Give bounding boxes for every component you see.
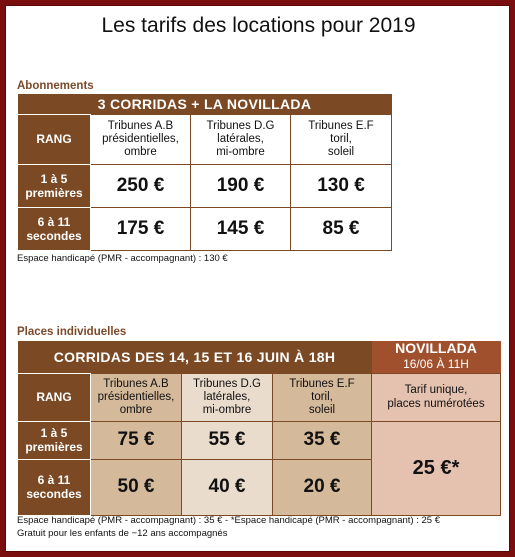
price-cell: 50 € bbox=[91, 459, 182, 515]
price-cell: 190 € bbox=[191, 164, 291, 207]
section-label-individuelles: Places individuelles bbox=[17, 326, 127, 338]
table-row bbox=[18, 164, 392, 207]
individuelles-table bbox=[17, 341, 501, 516]
abonnements-note: Espace handicapé (PMR - accompagnant) : 130 € bbox=[17, 253, 228, 264]
price-cell: 35 € bbox=[273, 421, 372, 459]
category-header: Tribunes D.G latérales, mi-ombre bbox=[182, 373, 273, 421]
rang-header: RANG bbox=[18, 114, 91, 164]
category-header: Tribunes A.B présidentielles, ombre bbox=[91, 114, 191, 164]
price-sheet bbox=[5, 5, 510, 552]
novillada-banner: NOVILLADA 16/06 À 11H bbox=[372, 341, 501, 373]
price-cell: 20 € bbox=[273, 459, 372, 515]
price-cell: 175 € bbox=[91, 207, 191, 250]
rang-cell: 6 à 11 secondes bbox=[18, 459, 91, 515]
category-header: Tribunes E.F toril, soleil bbox=[291, 114, 392, 164]
rang-cell: 1 à 5 premières bbox=[18, 421, 91, 459]
rang-header: RANG bbox=[18, 373, 91, 421]
section-label-abonnements: Abonnements bbox=[17, 80, 94, 92]
rang-cell: 1 à 5 premières bbox=[18, 164, 91, 207]
novillada-info: Tarif unique, places numérotées bbox=[372, 373, 501, 421]
price-cell: 40 € bbox=[182, 459, 273, 515]
price-cell: 130 € bbox=[291, 164, 392, 207]
individuelles-note-2: Gratuit pour les enfants de −12 ans accompagnés bbox=[17, 528, 228, 539]
table-row bbox=[18, 421, 501, 459]
price-cell: 55 € bbox=[182, 421, 273, 459]
rang-cell: 6 à 11 secondes bbox=[18, 207, 91, 250]
price-cell: 75 € bbox=[91, 421, 182, 459]
abonnements-table bbox=[17, 94, 392, 251]
novillada-price: 25 €* bbox=[372, 421, 501, 515]
price-cell: 250 € bbox=[91, 164, 191, 207]
abonnements-banner: 3 CORRIDAS + LA NOVILLADA bbox=[18, 94, 392, 114]
table-row bbox=[18, 207, 392, 250]
individuelles-note-1: Espace handicapé (PMR - accompagnant) : 35 € - *Espace handicapé (PMR - accompagnant) : 25 € bbox=[17, 515, 440, 526]
page-title: Les tarifs des locations pour 2019 bbox=[101, 14, 416, 37]
individuelles-banner: CORRIDAS DES 14, 15 ET 16 JUIN À 18H bbox=[18, 341, 372, 373]
category-header: Tribunes D.G latérales, mi-ombre bbox=[191, 114, 291, 164]
category-header: Tribunes A.B présidentielles, ombre bbox=[91, 373, 182, 421]
price-cell: 85 € bbox=[291, 207, 392, 250]
price-cell: 145 € bbox=[191, 207, 291, 250]
category-header: Tribunes E.F toril, soleil bbox=[273, 373, 372, 421]
